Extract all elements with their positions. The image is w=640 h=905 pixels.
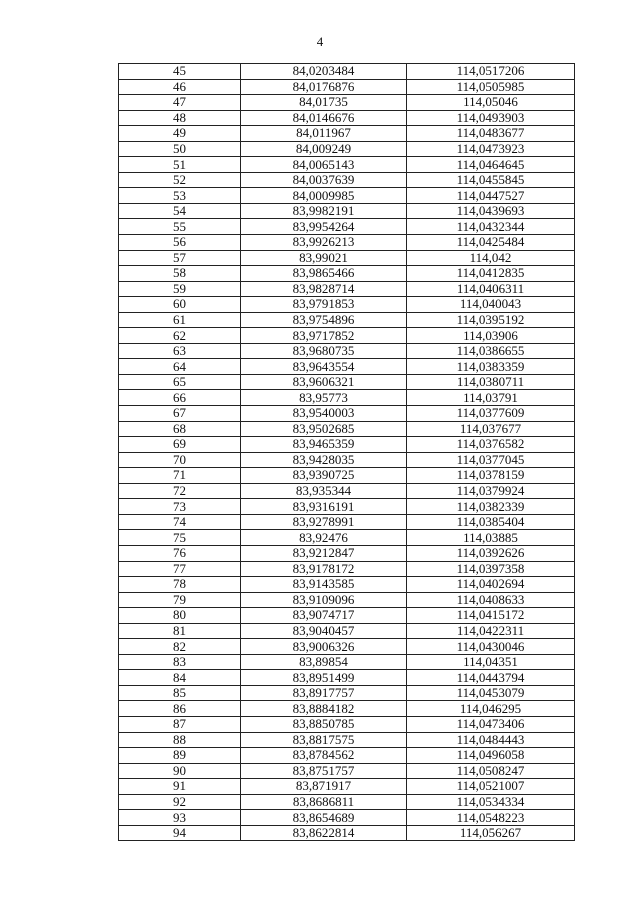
x-coordinate-cell: 83,9212847 (241, 545, 407, 561)
x-coordinate-cell: 83,9717852 (241, 328, 407, 344)
table-row (119, 561, 575, 577)
y-coordinate-cell: 114,0517206 (407, 64, 575, 80)
x-coordinate-cell: 83,8817575 (241, 732, 407, 748)
point-number-cell: 48 (119, 110, 241, 126)
point-number-cell: 91 (119, 779, 241, 795)
y-coordinate-cell: 114,0377045 (407, 452, 575, 468)
x-coordinate-cell: 83,9865466 (241, 266, 407, 282)
table-row (119, 468, 575, 484)
y-coordinate-cell: 114,0453079 (407, 685, 575, 701)
table-row (119, 406, 575, 422)
y-coordinate-cell: 114,0412835 (407, 266, 575, 282)
y-coordinate-cell: 114,0379924 (407, 483, 575, 499)
point-number-cell: 92 (119, 794, 241, 810)
y-coordinate-cell: 114,0508247 (407, 763, 575, 779)
y-coordinate-cell: 114,0505985 (407, 79, 575, 95)
x-coordinate-cell: 83,9278991 (241, 514, 407, 530)
point-number-cell: 74 (119, 514, 241, 530)
x-coordinate-cell: 83,9143585 (241, 577, 407, 593)
x-coordinate-cell: 84,0065143 (241, 157, 407, 173)
table-row (119, 110, 575, 126)
point-number-cell: 45 (119, 64, 241, 80)
y-coordinate-cell: 114,0383359 (407, 359, 575, 375)
x-coordinate-cell: 83,9006326 (241, 639, 407, 655)
x-coordinate-cell: 83,89854 (241, 654, 407, 670)
x-coordinate-cell: 83,99021 (241, 250, 407, 266)
y-coordinate-cell: 114,0422311 (407, 623, 575, 639)
x-coordinate-cell: 83,9926213 (241, 235, 407, 251)
y-coordinate-cell: 114,0484443 (407, 732, 575, 748)
table-row (119, 266, 575, 282)
y-coordinate-cell: 114,0483677 (407, 126, 575, 142)
point-number-cell: 93 (119, 810, 241, 826)
point-number-cell: 53 (119, 188, 241, 204)
y-coordinate-cell: 114,0473406 (407, 716, 575, 732)
y-coordinate-cell: 114,0425484 (407, 235, 575, 251)
x-coordinate-cell: 84,0176876 (241, 79, 407, 95)
point-number-cell: 81 (119, 623, 241, 639)
point-number-cell: 49 (119, 126, 241, 142)
x-coordinate-cell: 83,9754896 (241, 312, 407, 328)
x-coordinate-cell: 83,8622814 (241, 825, 407, 841)
table-row (119, 359, 575, 375)
x-coordinate-cell: 83,935344 (241, 483, 407, 499)
y-coordinate-cell: 114,0377609 (407, 406, 575, 422)
point-number-cell: 78 (119, 577, 241, 593)
point-number-cell: 50 (119, 141, 241, 157)
table-row (119, 530, 575, 546)
y-coordinate-cell: 114,03906 (407, 328, 575, 344)
y-coordinate-cell: 114,0443794 (407, 670, 575, 686)
y-coordinate-cell: 114,0408633 (407, 592, 575, 608)
page-number: 4 (316, 34, 324, 49)
table-row (119, 483, 575, 499)
x-coordinate-cell: 83,9390725 (241, 468, 407, 484)
y-coordinate-cell: 114,03885 (407, 530, 575, 546)
y-coordinate-cell: 114,0493903 (407, 110, 575, 126)
table-row (119, 732, 575, 748)
y-coordinate-cell: 114,0430046 (407, 639, 575, 655)
y-coordinate-cell: 114,0380711 (407, 374, 575, 390)
point-number-cell: 73 (119, 499, 241, 515)
x-coordinate-cell: 83,8951499 (241, 670, 407, 686)
y-coordinate-cell: 114,0534334 (407, 794, 575, 810)
y-coordinate-cell: 114,0402694 (407, 577, 575, 593)
x-coordinate-cell: 84,009249 (241, 141, 407, 157)
point-number-cell: 51 (119, 157, 241, 173)
point-number-cell: 94 (119, 825, 241, 841)
x-coordinate-cell: 83,9040457 (241, 623, 407, 639)
y-coordinate-cell: 114,0376582 (407, 437, 575, 453)
table-row (119, 390, 575, 406)
table-row (119, 499, 575, 515)
x-coordinate-cell: 83,9791853 (241, 297, 407, 313)
table-row (119, 437, 575, 453)
table-row (119, 639, 575, 655)
y-coordinate-cell: 114,0432344 (407, 219, 575, 235)
y-coordinate-cell: 114,0447527 (407, 188, 575, 204)
point-number-cell: 88 (119, 732, 241, 748)
y-coordinate-cell: 114,0397358 (407, 561, 575, 577)
x-coordinate-cell: 83,8784562 (241, 748, 407, 764)
point-number-cell: 47 (119, 95, 241, 111)
point-number-cell: 69 (119, 437, 241, 453)
x-coordinate-cell: 83,8884182 (241, 701, 407, 717)
table-row (119, 312, 575, 328)
point-number-cell: 54 (119, 203, 241, 219)
y-coordinate-cell: 114,0521007 (407, 779, 575, 795)
point-number-cell: 87 (119, 716, 241, 732)
x-coordinate-cell: 83,8686811 (241, 794, 407, 810)
point-number-cell: 90 (119, 763, 241, 779)
point-number-cell: 58 (119, 266, 241, 282)
table-row (119, 779, 575, 795)
table-row (119, 281, 575, 297)
x-coordinate-cell: 83,9680735 (241, 343, 407, 359)
table-row (119, 235, 575, 251)
table-row (119, 374, 575, 390)
table-row (119, 592, 575, 608)
y-coordinate-cell: 114,05046 (407, 95, 575, 111)
table-row (119, 545, 575, 561)
x-coordinate-cell: 84,011967 (241, 126, 407, 142)
table-row (119, 421, 575, 437)
y-coordinate-cell: 114,0395192 (407, 312, 575, 328)
table-row (119, 95, 575, 111)
x-coordinate-cell: 83,9316191 (241, 499, 407, 515)
x-coordinate-cell: 83,9828714 (241, 281, 407, 297)
x-coordinate-cell: 83,95773 (241, 390, 407, 406)
point-number-cell: 84 (119, 670, 241, 686)
x-coordinate-cell: 83,8654689 (241, 810, 407, 826)
point-number-cell: 46 (119, 79, 241, 95)
table-row (119, 701, 575, 717)
y-coordinate-cell: 114,056267 (407, 825, 575, 841)
table-row (119, 810, 575, 826)
y-coordinate-cell: 114,0386655 (407, 343, 575, 359)
y-coordinate-cell: 114,040043 (407, 297, 575, 313)
x-coordinate-cell: 83,9540003 (241, 406, 407, 422)
y-coordinate-cell: 114,03791 (407, 390, 575, 406)
point-number-cell: 83 (119, 654, 241, 670)
table-row (119, 203, 575, 219)
table-row (119, 452, 575, 468)
y-coordinate-cell: 114,0385404 (407, 514, 575, 530)
table-row (119, 297, 575, 313)
x-coordinate-cell: 84,0009985 (241, 188, 407, 204)
x-coordinate-cell: 83,9502685 (241, 421, 407, 437)
y-coordinate-cell: 114,037677 (407, 421, 575, 437)
point-number-cell: 70 (119, 452, 241, 468)
x-coordinate-cell: 83,9178172 (241, 561, 407, 577)
x-coordinate-cell: 83,9465359 (241, 437, 407, 453)
x-coordinate-cell: 83,92476 (241, 530, 407, 546)
x-coordinate-cell: 83,9954264 (241, 219, 407, 235)
y-coordinate-cell: 114,0464645 (407, 157, 575, 173)
y-coordinate-cell: 114,0415172 (407, 608, 575, 624)
point-number-cell: 55 (119, 219, 241, 235)
point-number-cell: 82 (119, 639, 241, 655)
y-coordinate-cell: 114,046295 (407, 701, 575, 717)
point-number-cell: 72 (119, 483, 241, 499)
table-row (119, 685, 575, 701)
point-number-cell: 89 (119, 748, 241, 764)
table-row (119, 748, 575, 764)
point-number-cell: 64 (119, 359, 241, 375)
table-row (119, 250, 575, 266)
table-row (119, 514, 575, 530)
point-number-cell: 65 (119, 374, 241, 390)
x-coordinate-cell: 83,9606321 (241, 374, 407, 390)
point-number-cell: 85 (119, 685, 241, 701)
point-number-cell: 76 (119, 545, 241, 561)
y-coordinate-cell: 114,0473923 (407, 141, 575, 157)
point-number-cell: 67 (119, 406, 241, 422)
point-number-cell: 59 (119, 281, 241, 297)
x-coordinate-cell: 83,9074717 (241, 608, 407, 624)
y-coordinate-cell: 114,0382339 (407, 499, 575, 515)
point-number-cell: 68 (119, 421, 241, 437)
table-row (119, 623, 575, 639)
table-row (119, 577, 575, 593)
point-number-cell: 62 (119, 328, 241, 344)
x-coordinate-cell: 84,0037639 (241, 172, 407, 188)
x-coordinate-cell: 83,9982191 (241, 203, 407, 219)
point-number-cell: 52 (119, 172, 241, 188)
table-row (119, 79, 575, 95)
table-row (119, 172, 575, 188)
x-coordinate-cell: 84,0146676 (241, 110, 407, 126)
table-row (119, 343, 575, 359)
table-row (119, 141, 575, 157)
x-coordinate-cell: 83,9428035 (241, 452, 407, 468)
table-row (119, 219, 575, 235)
point-number-cell: 86 (119, 701, 241, 717)
table-row (119, 608, 575, 624)
coordinates-table-body (119, 64, 575, 841)
table-row (119, 670, 575, 686)
table-row (119, 64, 575, 80)
x-coordinate-cell: 83,9643554 (241, 359, 407, 375)
y-coordinate-cell: 114,042 (407, 250, 575, 266)
table-row (119, 188, 575, 204)
point-number-cell: 66 (119, 390, 241, 406)
x-coordinate-cell: 83,8917757 (241, 685, 407, 701)
y-coordinate-cell: 114,04351 (407, 654, 575, 670)
table-row (119, 654, 575, 670)
coordinates-table (118, 63, 575, 841)
table-row (119, 716, 575, 732)
y-coordinate-cell: 114,0439693 (407, 203, 575, 219)
point-number-cell: 79 (119, 592, 241, 608)
point-number-cell: 56 (119, 235, 241, 251)
point-number-cell: 57 (119, 250, 241, 266)
table-row (119, 126, 575, 142)
x-coordinate-cell: 83,8850785 (241, 716, 407, 732)
y-coordinate-cell: 114,0496058 (407, 748, 575, 764)
table-row (119, 825, 575, 841)
point-number-cell: 63 (119, 343, 241, 359)
table-row (119, 328, 575, 344)
y-coordinate-cell: 114,0406311 (407, 281, 575, 297)
point-number-cell: 60 (119, 297, 241, 313)
point-number-cell: 61 (119, 312, 241, 328)
point-number-cell: 77 (119, 561, 241, 577)
y-coordinate-cell: 114,0455845 (407, 172, 575, 188)
point-number-cell: 75 (119, 530, 241, 546)
y-coordinate-cell: 114,0548223 (407, 810, 575, 826)
x-coordinate-cell: 83,8751757 (241, 763, 407, 779)
x-coordinate-cell: 84,01735 (241, 95, 407, 111)
y-coordinate-cell: 114,0392626 (407, 545, 575, 561)
x-coordinate-cell: 83,9109096 (241, 592, 407, 608)
x-coordinate-cell: 84,0203484 (241, 64, 407, 80)
point-number-cell: 80 (119, 608, 241, 624)
point-number-cell: 71 (119, 468, 241, 484)
table-row (119, 763, 575, 779)
table-row (119, 157, 575, 173)
y-coordinate-cell: 114,0378159 (407, 468, 575, 484)
table-row (119, 794, 575, 810)
x-coordinate-cell: 83,871917 (241, 779, 407, 795)
